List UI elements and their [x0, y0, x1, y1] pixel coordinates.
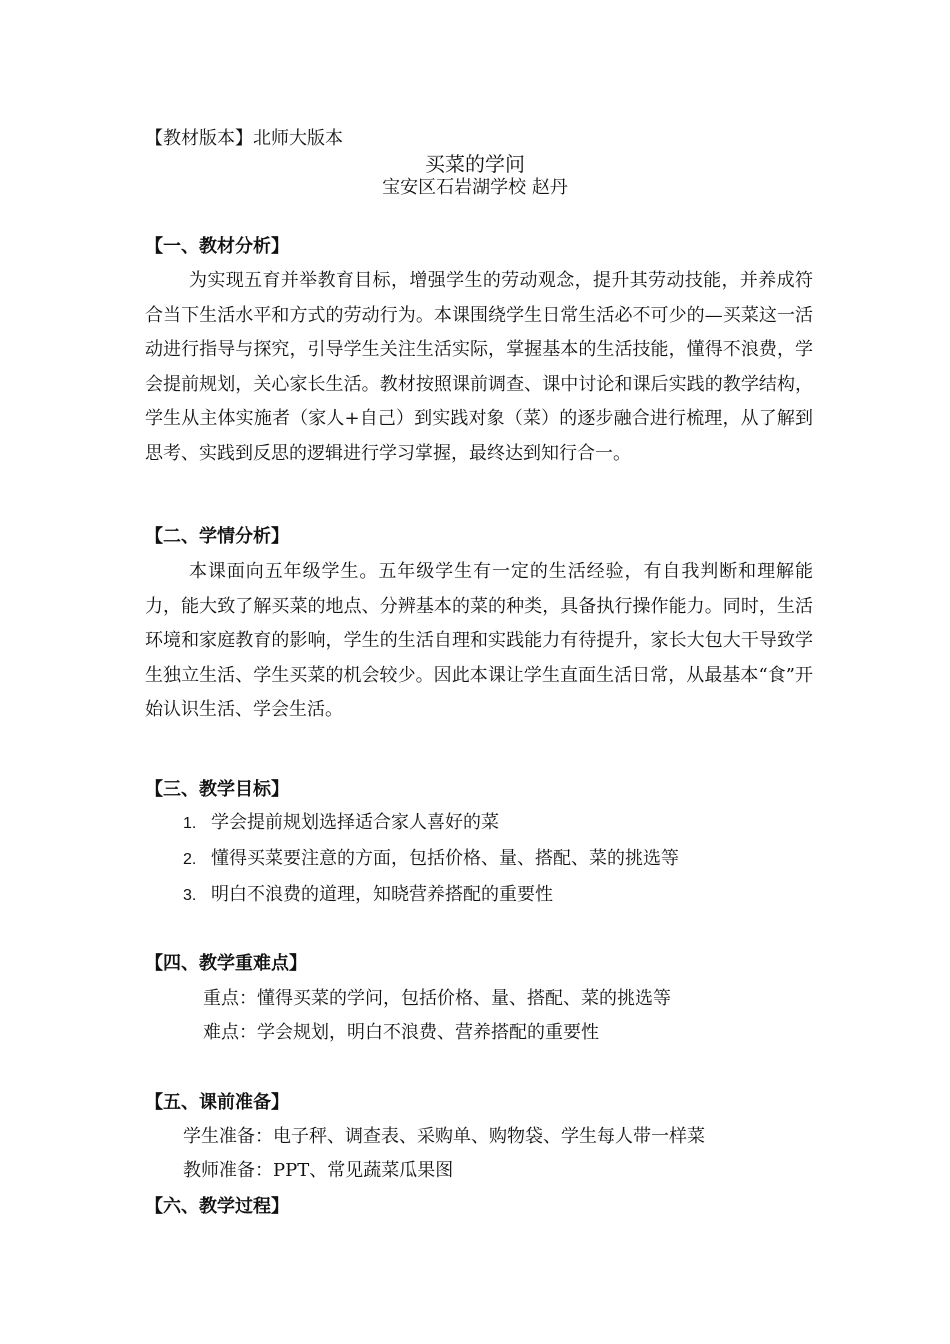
- list-item: [183, 841, 679, 877]
- list-item: [183, 877, 679, 913]
- section-heading-textbook-analysis: 【一、教材分析】: [145, 236, 289, 257]
- textbook-analysis-paragraph: 为实现五育并举教育目标，增强学生的劳动观念，提升其劳动技能，并养成符合当下生活水平和方式的劳动行为。本课围绕学生日常生活必不可少的—买菜这一活动进行指导与探究，引导学生关注生活实际，掌握基本的生活技能，懂得不浪费，学会提前规划，关心家长生活。教材按照课前调查、课中讨论和课后实践的教学结构，学生从主体实施者（家人+自己）到实践对象（菜）的逐步融合进行梳理，从了解到思考、实践到反思的逻辑进行学习掌握，最终达到知行合一。: [145, 270, 813, 464]
- key-point-line: 重点：懂得买菜的学问，包括价格、量、搭配、菜的挑选等: [203, 988, 671, 1009]
- section-heading-objectives: 【三、教学目标】: [145, 779, 289, 800]
- list-item-text: 懂得买菜要注意的方面，包括价格、量、搭配、菜的挑选等: [211, 848, 679, 869]
- section-heading-teaching-process: 【六、教学过程】: [145, 1196, 289, 1217]
- list-item: [183, 805, 679, 841]
- teacher-preparation-line: 教师准备：PPT、常见蔬菜瓜果图: [183, 1160, 454, 1181]
- list-item-text: 学会提前规划选择适合家人喜好的菜: [211, 812, 499, 833]
- section-heading-preparation: 【五、课前准备】: [145, 1092, 289, 1113]
- list-item-text: 明白不浪费的道理，知晓营养搭配的重要性: [211, 884, 553, 905]
- section-heading-student-analysis: 【二、学情分析】: [145, 526, 289, 547]
- list-item-number: 3.: [183, 887, 197, 904]
- document-title: 买菜的学问: [425, 152, 525, 176]
- difficulty-line: 难点：学会规划，明白不浪费、营养搭配的重要性: [203, 1022, 599, 1043]
- student-preparation-line: 学生准备：电子秤、调查表、采购单、购物袋、学生每人带一样菜: [183, 1126, 705, 1147]
- edition-line: 【教材版本】北师大版本: [145, 128, 343, 149]
- author-line: 宝安区石岩湖学校 赵丹: [382, 177, 568, 198]
- list-item-number: 1.: [183, 815, 197, 832]
- objectives-list: [183, 805, 679, 913]
- section-heading-key-points: 【四、教学重难点】: [145, 953, 307, 974]
- student-analysis-paragraph: 本课面向五年级学生。五年级学生有一定的生活经验，有自我判断和理解能力，能大致了解买菜的地点、分辨基本的菜的种类，具备执行操作能力。同时，生活环境和家庭教育的影响，学生的生活自理和实践能力有待提升，家长大包大干导致学生独立生活、学生买菜的机会较少。因此本课让学生直面生活日常，从最基本“食”开始认识生活、学会生活。: [145, 561, 813, 720]
- list-item-number: 2.: [183, 851, 197, 868]
